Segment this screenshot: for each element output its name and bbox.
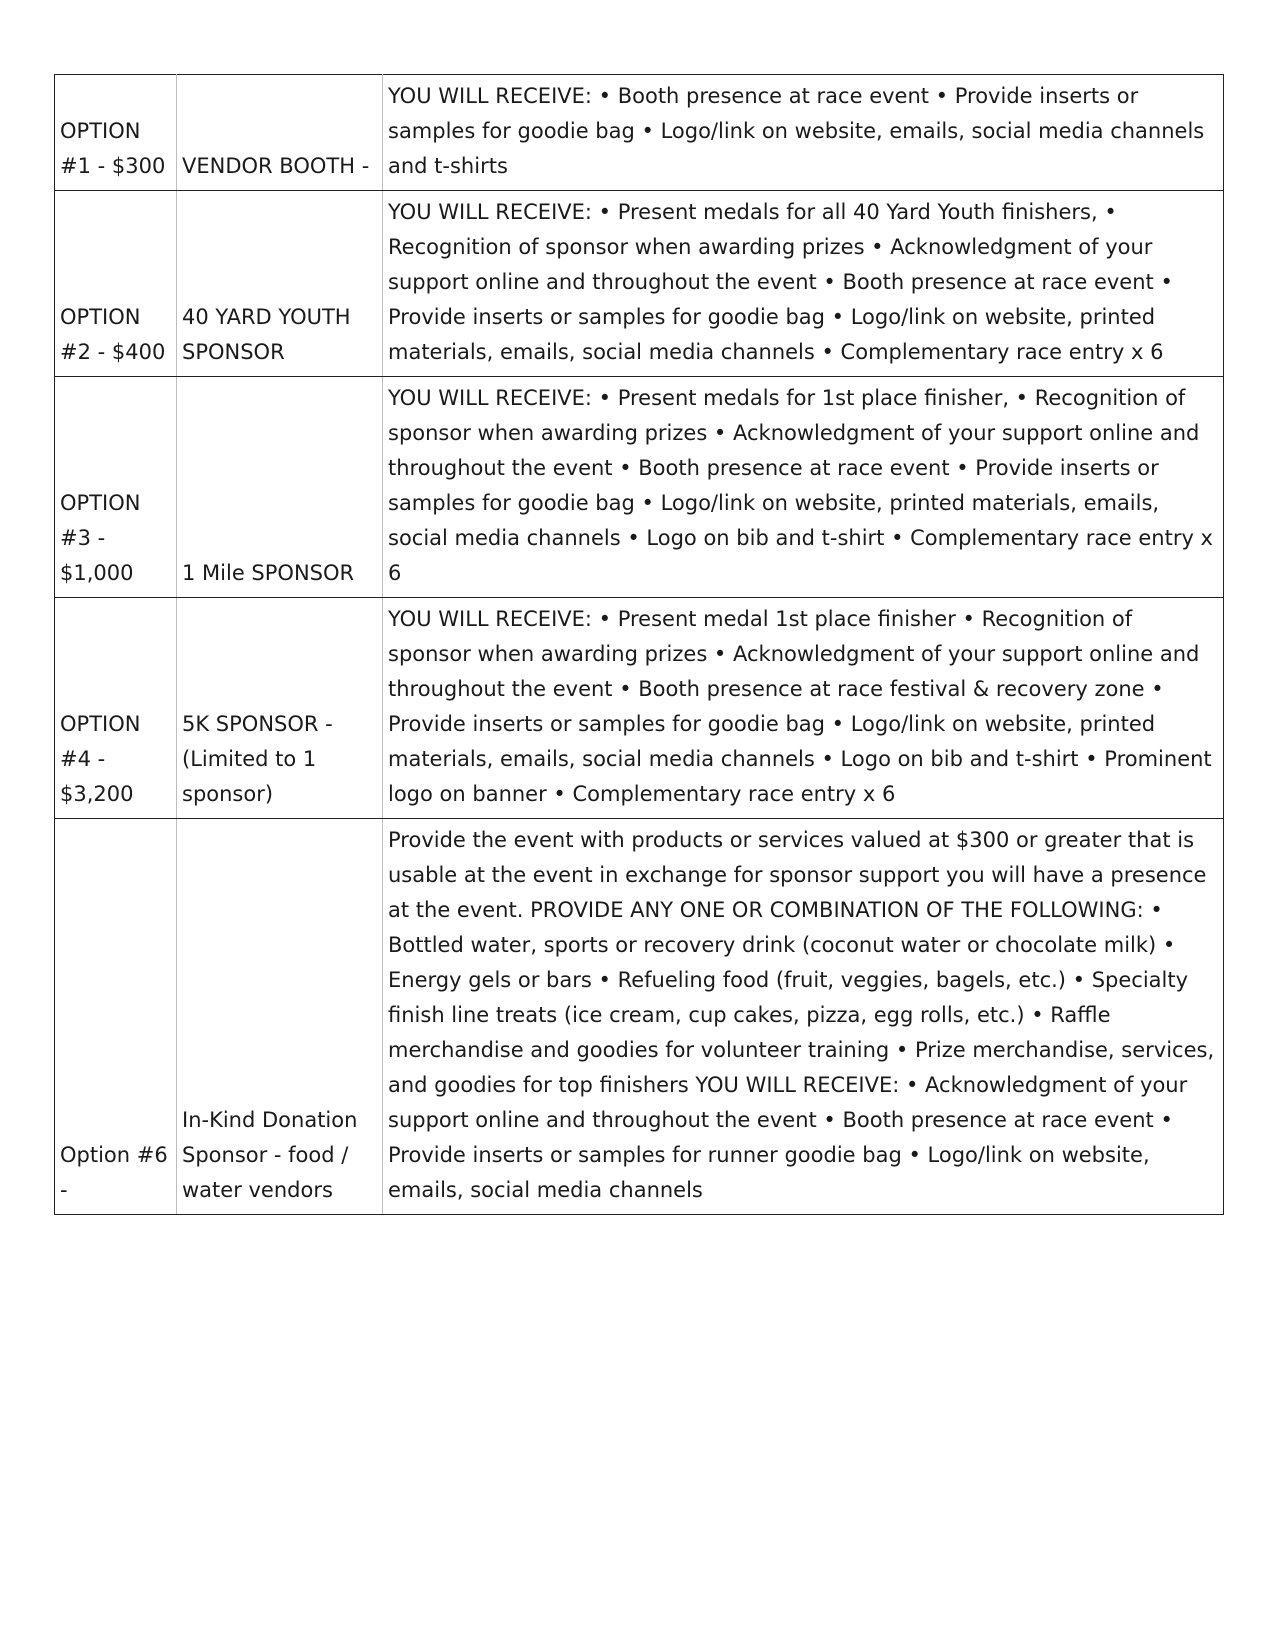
sponsor-name-cell: 1 Mile SPONSOR: [177, 377, 383, 598]
option-cell: Option #6 -: [55, 819, 177, 1215]
sponsor-name-cell: 5K SPONSOR - (Limited to 1 sponsor): [177, 598, 383, 819]
benefits-cell: Provide the event with products or services valued at $300 or greater that is usable at the event in exchange for sponsor support you will have a presence at the event. PROVIDE ANY ONE OR COMBINATION OF THE FOLLOWING: • Bottled water, sports or recovery drink (coconut water or chocolate milk) • Energy gels or bars • Refueling food (fruit, veggies, bagels, etc.) • Specialty finish line treats (ice cream, cup cakes, pizza, egg rolls, etc.) • Raffle merchandise and goodies for volunteer training • Prize merchandise, services, and goodies for top finishers YOU WILL RECEIVE: • Acknowledgment of your support online and throughout the event • Booth presence at race event • Provide inserts or samples for runner goodie bag • Logo/link on website, emails, social media channels: [383, 819, 1224, 1215]
benefits-cell: YOU WILL RECEIVE: • Present medals for 1st place finisher, • Recognition of sponsor when awarding prizes • Acknowledgment of your support online and throughout the event • Booth presence at race event • Provide inserts or samples for goodie bag • Logo/link on website, printed materials, emails, social media channels • Logo on bib and t-shirt • Complementary race entry x 6: [383, 377, 1224, 598]
sponsor-name-cell: In-Kind Donation Sponsor - food / water vendors: [177, 819, 383, 1215]
benefits-cell: YOU WILL RECEIVE: • Present medals for all 40 Yard Youth finishers, • Recognition of sponsor when awarding prizes • Acknowledgment of your support online and throughout the event • Booth presence at race event • Provide inserts or samples for goodie bag • Logo/link on website, printed materials, emails, social media channels • Complementary race entry x 6: [383, 191, 1224, 377]
option-cell: OPTION #2 - $400: [55, 191, 177, 377]
table-row: [55, 377, 1224, 598]
table-row: [55, 191, 1224, 377]
sponsor-name-cell: VENDOR BOOTH -: [177, 75, 383, 191]
sponsor-name-cell: 40 YARD YOUTH SPONSOR: [177, 191, 383, 377]
table-row: [55, 75, 1224, 191]
table-row: [55, 598, 1224, 819]
option-cell: OPTION #1 - $300: [55, 75, 177, 191]
benefits-cell: YOU WILL RECEIVE: • Booth presence at race event • Provide inserts or samples for goodie bag • Logo/link on website, emails, social media channels and t-shirts: [383, 75, 1224, 191]
table-row: [55, 819, 1224, 1215]
benefits-cell: YOU WILL RECEIVE: • Present medal 1st place finisher • Recognition of sponsor when awarding prizes • Acknowledgment of your support online and throughout the event • Booth presence at race festival & recovery zone • Provide inserts or samples for goodie bag • Logo/link on website, printed materials, emails, social media channels • Logo on bib and t-shirt • Prominent logo on banner • Complementary race entry x 6: [383, 598, 1224, 819]
sponsorship-options-table: [54, 74, 1224, 1215]
option-cell: OPTION #3 - $1,000: [55, 377, 177, 598]
option-cell: OPTION #4 - $3,200: [55, 598, 177, 819]
